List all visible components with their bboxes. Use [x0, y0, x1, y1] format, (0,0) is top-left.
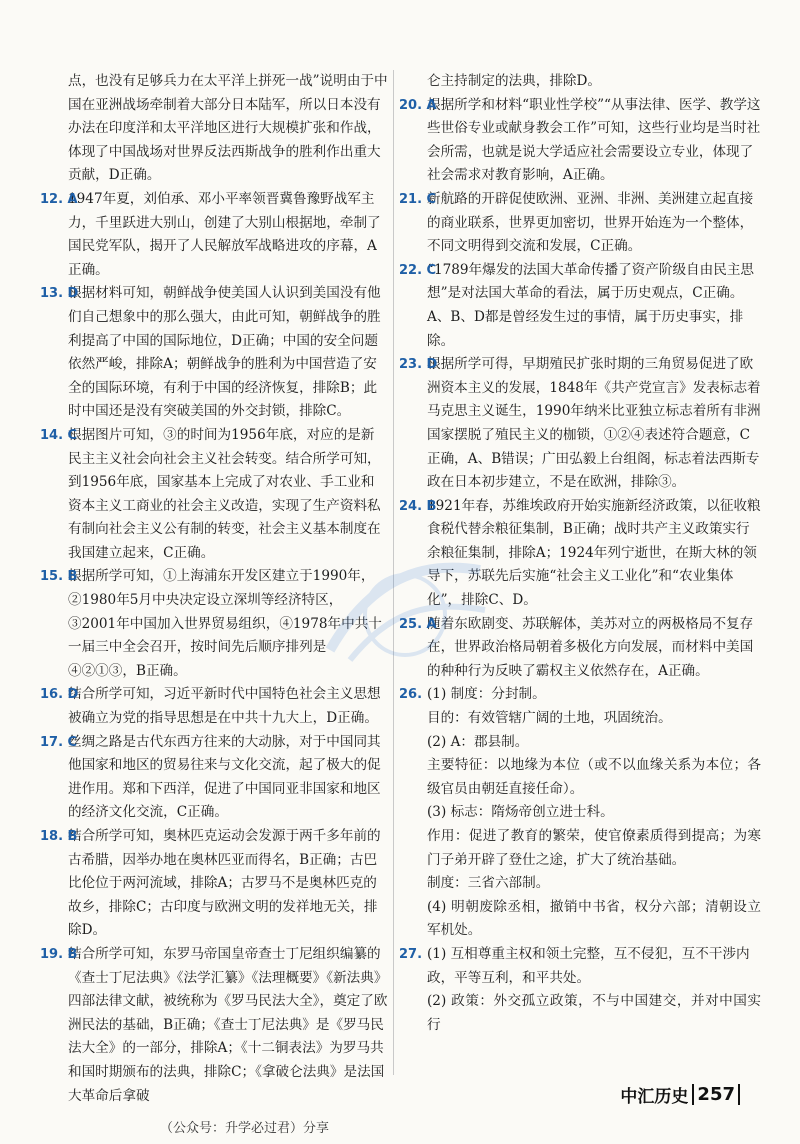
share-note: （公众号：升学必过君）分享: [160, 1121, 330, 1136]
answer-number: 17. C: [40, 734, 78, 750]
left-column: [40, 70, 388, 1108]
answer-text: (1) 互相尊重主权和领土完整，互不侵犯，互不干涉内政，平等互利，和平共处。: [427, 945, 750, 986]
answer-text: 结合所学可知，奥林匹克运动会发源于两千多年前的古希腊，因举办地在奥林匹亚而得名，B正确；古巴比伦位于两河流域，排除A；古罗马不是奥林匹克的故乡，排除C；古印度与欧洲文明的发祥地无关，排除D。: [68, 828, 381, 939]
answer-text: (1) 制度：分封制。: [427, 686, 546, 703]
answer-text: “1789年爆发的法国大革命传播了资产阶级自由民主思想”是对法国大革命的看法，属于历史观点，C正确。A、B、D都是曾经发生过的事情，属于历史事实，排除。: [427, 261, 755, 349]
answer-entry: [40, 683, 388, 730]
answer-entry: [40, 424, 388, 566]
answer-text: 结合所学可知，习近平新时代中国特色社会主义思想被确立为党的指导思想是在中共十九大上，D正确。: [68, 686, 381, 727]
answer-entry: [399, 188, 761, 259]
answer-subtext: 目的：有效管辖广阔的土地，巩固统治。: [427, 710, 672, 727]
answer-text: 结合所学可知，东罗马帝国皇帝查士丁尼组织编纂的《查士丁尼法典》《法学汇纂》《法理概要》《新法典》四部法律文献，被统称为《罗马民法大全》，奠定了欧洲民法的基础，B正确；《查士丁尼法典》是《罗马民法大全》的一部分，排除A；《十二铜表法》为罗马共和国时期颁布的法典，排除C；《拿破仑法典》是法国大革命后拿破: [68, 945, 388, 1104]
answer-entry: [399, 613, 761, 684]
answer-entry: [40, 825, 388, 943]
answer-subtext: (2) A：郡县制。: [427, 733, 529, 750]
answer-number: 14. C: [40, 427, 78, 443]
answer-subtext: (3) 标志：隋炀帝创立进士科。: [427, 804, 614, 821]
answer-text: 根据所学可知，①上海浦东开发区建立于1990年，②1980年5月中央决定设立深圳等经济特区，③2001年中国加入世界贸易组织，④1978年中共十一届三中全会召开，按时间先后顺序排列是④②①③，B正确。: [68, 568, 382, 679]
answer-text: 丝绸之路是古代东西方往来的大动脉，对于中国同其他国家和地区的贸易往来与文化交流，起了极大的促进作用。郑和下西洋，促进了中国同亚非国家和地区的经济文化交流，C正确。: [68, 733, 381, 821]
answer-subtext: 制度：三省六部制。: [427, 875, 550, 892]
answer-text: 根据材料可知，朝鲜战争使美国人认识到美国没有他们自己想象中的那么强大，由此可知，朝鲜战争的胜利提高了中国的国际地位，D正确；中国的安全问题依然严峻，排除A；朝鲜战争的胜利为中国营造了安全的国际环境，有利于中国的经济恢复，排除B；此时中国还是没有突破美国的外交封锁，排除C。: [68, 285, 381, 420]
answer-text: 随着东欧剧变、苏联解体，美苏对立的两极格局不复存在，世界政治格局朝着多极化方向发展，而材料中美国的种种行为反映了霸权主义依然存在，A正确。: [427, 615, 754, 679]
answer-number: 15. B: [40, 569, 78, 585]
answer-subtext: (2) 政策：外交孤立政策，不与中国建交，并对中国实行: [427, 993, 761, 1033]
answer-text: 根据所学和材料“职业性学校”“从事法律、医学、教学这些世俗专业或献身教会工作”可知，这些行业均是当时社会所需，也就是说大学适应社会需要设立专业，体现了社会需求对教育影响，A正确。: [427, 96, 761, 184]
answer-text: 新航路的开辟促使欧洲、亚洲、非洲、美洲建立起直接的商业联系，世界更加密切，世界开始连为一个整体，不同文明得到交流和发展，C正确。: [427, 190, 754, 255]
answer-number: 18. B: [40, 829, 78, 844]
answer-text: 点，也没有足够兵力在太平洋上拼死一战”说明由于中国在亚洲战场牵制着大部分日本陆军，所以日本没有办法在印度洋和太平洋地区进行大规模扩张和作战，体现了中国战场对世界反法西斯战争的胜利作出重大贡献，D正确。: [68, 73, 388, 184]
answer-number: 21. C: [399, 191, 437, 207]
answer-number: 24. B: [399, 498, 437, 514]
answer-entry-27: [399, 943, 761, 990]
footer-brand: [620, 1082, 740, 1107]
answer-number: 16. D: [40, 687, 79, 703]
answer-entry: [40, 731, 388, 825]
answer-number: 19. B: [40, 946, 78, 962]
answer-text: 根据所学可得，早期殖民扩张时期的三角贸易促进了欧洲资本主义的发展，1848年《共产党宣言》发表标志着马克思主义诞生，1990年纳米比亚独立标志着所有非洲国家摆脱了殖民主义的枷锁，①②④表述符合题意，C正确，A、B错误；广田弘毅上台组阁，标志着法西斯专政在日本初步建立，不是在欧洲，排除③。: [427, 356, 761, 491]
answer-entry: [40, 188, 388, 282]
answer-number: 23. D: [399, 357, 438, 373]
brand-name: 中汇历史: [620, 1087, 689, 1107]
answer-number: 26.: [399, 687, 423, 703]
answer-subtext: (4) 明朝废除丞相，撤销中书省，权分六部；清朝设立军机处。: [427, 898, 761, 939]
answer-entry: [399, 94, 761, 188]
answer-entry: [399, 353, 761, 495]
answer-number: 20. A: [399, 97, 437, 113]
answer-entry: [40, 70, 388, 188]
answer-text: 根据图片可知，③的时间为1956年底，对应的是新民主主义社会向社会主义社会转变。结合所学可知，到1956年底，国家基本上完成了对农业、手工业和资本主义工商业的社会主义改造，实现了生产资料私有制向社会主义公有制的转变，社会主义基本制度在我国建立起来，C正确。: [68, 426, 381, 561]
page-number: 257: [692, 1084, 740, 1105]
answer-text: 仑主持制定的法典，排除D。: [427, 73, 602, 89]
column-divider: [393, 70, 394, 1075]
answer-entry: [399, 495, 761, 613]
answer-number: 22. C: [399, 262, 437, 278]
answer-entry: [399, 259, 761, 353]
right-column: [399, 70, 761, 1037]
answer-subtext: 主要特征：以地缘为本位（或不以血缘关系为本位；各级官员由朝廷直接任命）。: [427, 757, 761, 797]
answer-number: 27.: [399, 946, 423, 962]
answer-entry: [40, 282, 388, 424]
answer-number: 12. A: [40, 191, 78, 207]
answer-number: 13. D: [40, 286, 79, 302]
answer-number: 25. A: [399, 616, 437, 632]
answer-entry: [399, 70, 761, 94]
answer-entry: [40, 943, 388, 1108]
answer-text: 1921年春，苏维埃政府开始实施新经济政策，以征收粮食税代替余粮征集制，B正确；战时共产主义政策实行余粮征集制，排除A；1924年列宁逝世，在斯大林的领导下，苏联先后实施“社会主义工业化”和“农业集体化”，排除C、D。: [427, 497, 761, 609]
answer-entry-26: [399, 683, 761, 707]
answer-entry: [40, 565, 388, 683]
answer-text: 1947年夏，刘伯承、邓小平率领晋冀鲁豫野战军主力，千里跃进大别山，创建了大别山根据地，牵制了国民党军队，揭开了人民解放军战略进攻的序幕，A正确。: [68, 190, 381, 278]
answer-subtext: 作用：促进了教育的繁荣，使官僚素质得到提高；为寒门子弟开辟了登仕之途，扩大了统治基础。: [427, 828, 761, 868]
